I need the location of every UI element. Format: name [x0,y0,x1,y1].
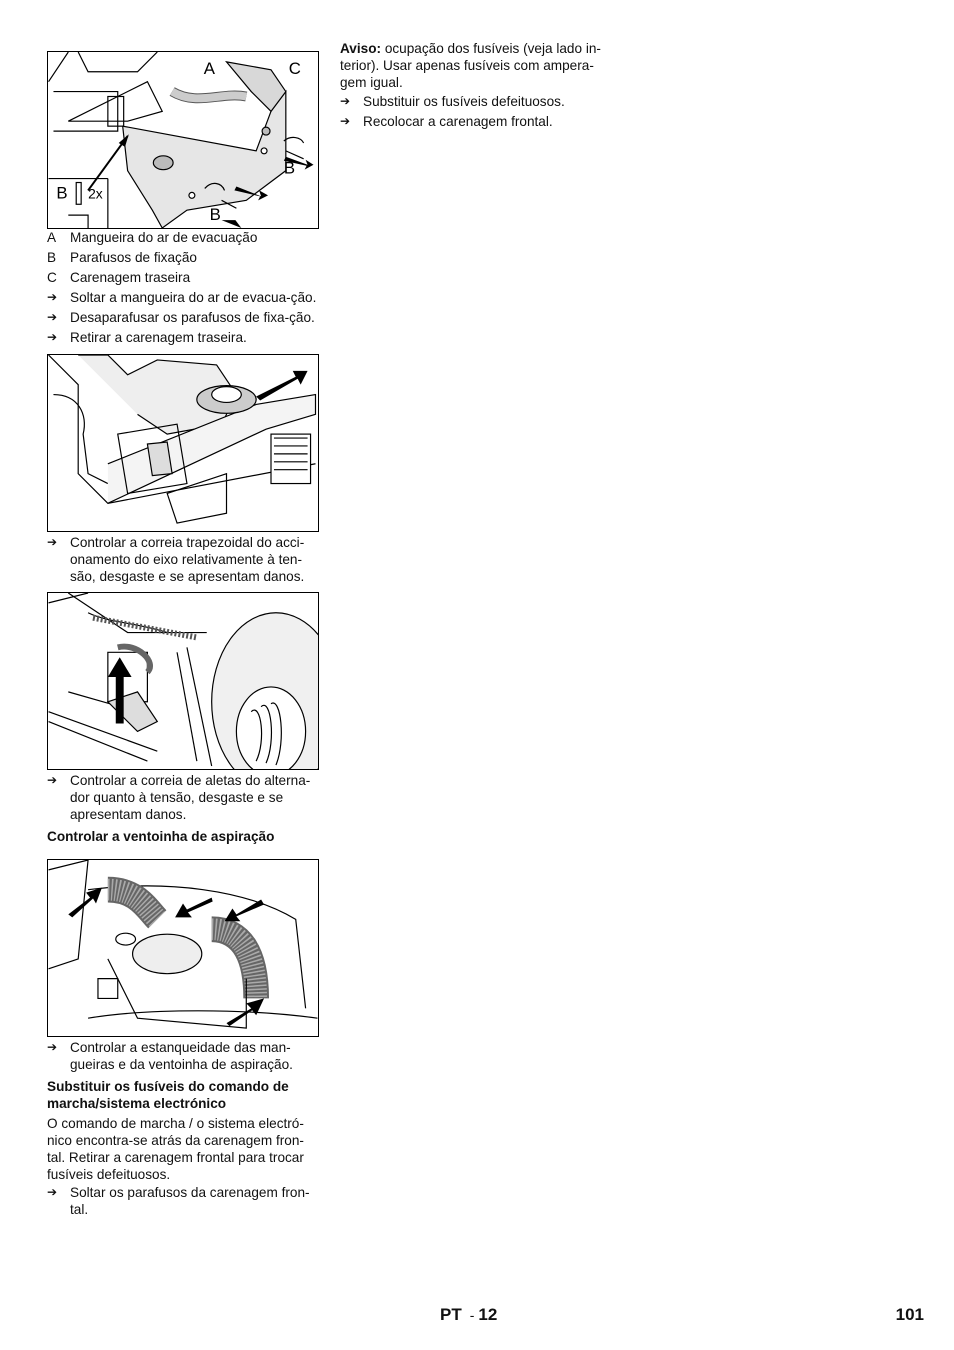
alternator-belt-illustration [48,593,318,769]
notice-paragraph [340,40,620,91]
step-text: Controlar a correia trapezoidal do acci-onamento do eixo relativamente à ten-são, desgaste e se apresentam danos. [70,535,305,584]
callout-b-bottom: B [209,205,221,225]
footer-section-page: 12 [478,1305,498,1324]
suction-fan-illustration [48,860,318,1036]
arrow-right-icon: ➔ [47,290,58,304]
legend-item [47,269,322,286]
step-list [47,1039,322,1073]
footer-section-label [440,1306,497,1324]
fuses-paragraph: O comando de marcha / o sistema electró-nico encontra-se atrás da carenagem fron-tal. Retirar a carenagem frontal para trocar fusíveis defeituosos. [47,1116,304,1182]
step-item [47,309,322,326]
step-item [340,93,620,110]
callout-c: C [288,58,301,78]
legend-key: C [47,270,57,285]
figure-alternator-belt [47,592,319,770]
footer-lang: PT [440,1305,462,1324]
step-text: Controlar a correia de aletas do alterna-dor quanto à tensão, desgaste e se apresentam danos. [70,773,311,822]
step-item [47,534,322,585]
page-number: 101 [895,1305,924,1324]
step-text: Recolocar a carenagem frontal. [363,114,553,129]
v-belt-illustration [48,355,318,531]
step-text: Soltar a mangueira do ar de evacua-ção. [70,290,317,305]
legend-text: Mangueira do ar de evacuação [70,230,258,245]
step-text: Substituir os fusíveis defeituosos. [363,94,565,109]
arrow-right-icon: ➔ [340,94,351,108]
arrow-right-icon: ➔ [47,1185,58,1199]
step-item [47,772,322,823]
figure-rear-cover [47,51,319,229]
step-text: Soltar os parafusos da carenagem fron-tal. [70,1185,310,1217]
step-item [47,289,322,306]
callout-b-inset: B [56,183,68,203]
heading-fuses: Substituir os fusíveis do comando de marcha/sistema electrónico [47,1079,289,1111]
arrow-right-icon: ➔ [47,535,58,549]
step-text: Controlar a estanqueidade das man-gueiras e da ventoinha de aspiração. [70,1040,293,1072]
callout-2x: 2x [88,185,103,202]
figure-v-belt [47,354,319,532]
step-list [47,289,322,346]
legend-key: A [47,230,57,245]
notice-label: Aviso: [340,41,382,56]
right-column [340,40,620,133]
step-item [47,329,322,346]
left-column [47,40,322,1221]
step-list [47,772,322,823]
legend-list [47,229,322,286]
legend-item [47,249,322,266]
step-item [47,1039,322,1073]
arrow-right-icon: ➔ [47,1040,58,1054]
rear-cover-illustration [48,52,318,228]
arrow-right-icon: ➔ [47,773,58,787]
figure-suction-fan [47,859,319,1037]
legend-item [47,229,322,246]
footer-dash: - [469,1307,475,1323]
step-list [47,534,322,585]
callout-a: A [203,58,215,78]
legend-key: B [47,250,57,265]
arrow-right-icon: ➔ [47,310,58,324]
step-text: Desaparafusar os parafusos de fixa-ção. [70,310,315,325]
arrow-right-icon: ➔ [340,114,351,128]
step-item [340,113,620,130]
step-text: Retirar a carenagem traseira. [70,330,247,345]
callout-b-right: B [283,158,296,178]
notice-text: ocupação dos fusíveis (veja lado in-terior). Usar apenas fusíveis com ampera-gem igual. [340,41,601,90]
arrow-right-icon: ➔ [47,330,58,344]
heading-fan: Controlar a ventoinha de aspiração [47,829,275,844]
step-list [47,1184,322,1218]
step-item [47,1184,322,1218]
legend-text: Parafusos de fixação [70,250,197,265]
legend-text: Carenagem traseira [70,270,191,285]
step-list [340,93,620,130]
